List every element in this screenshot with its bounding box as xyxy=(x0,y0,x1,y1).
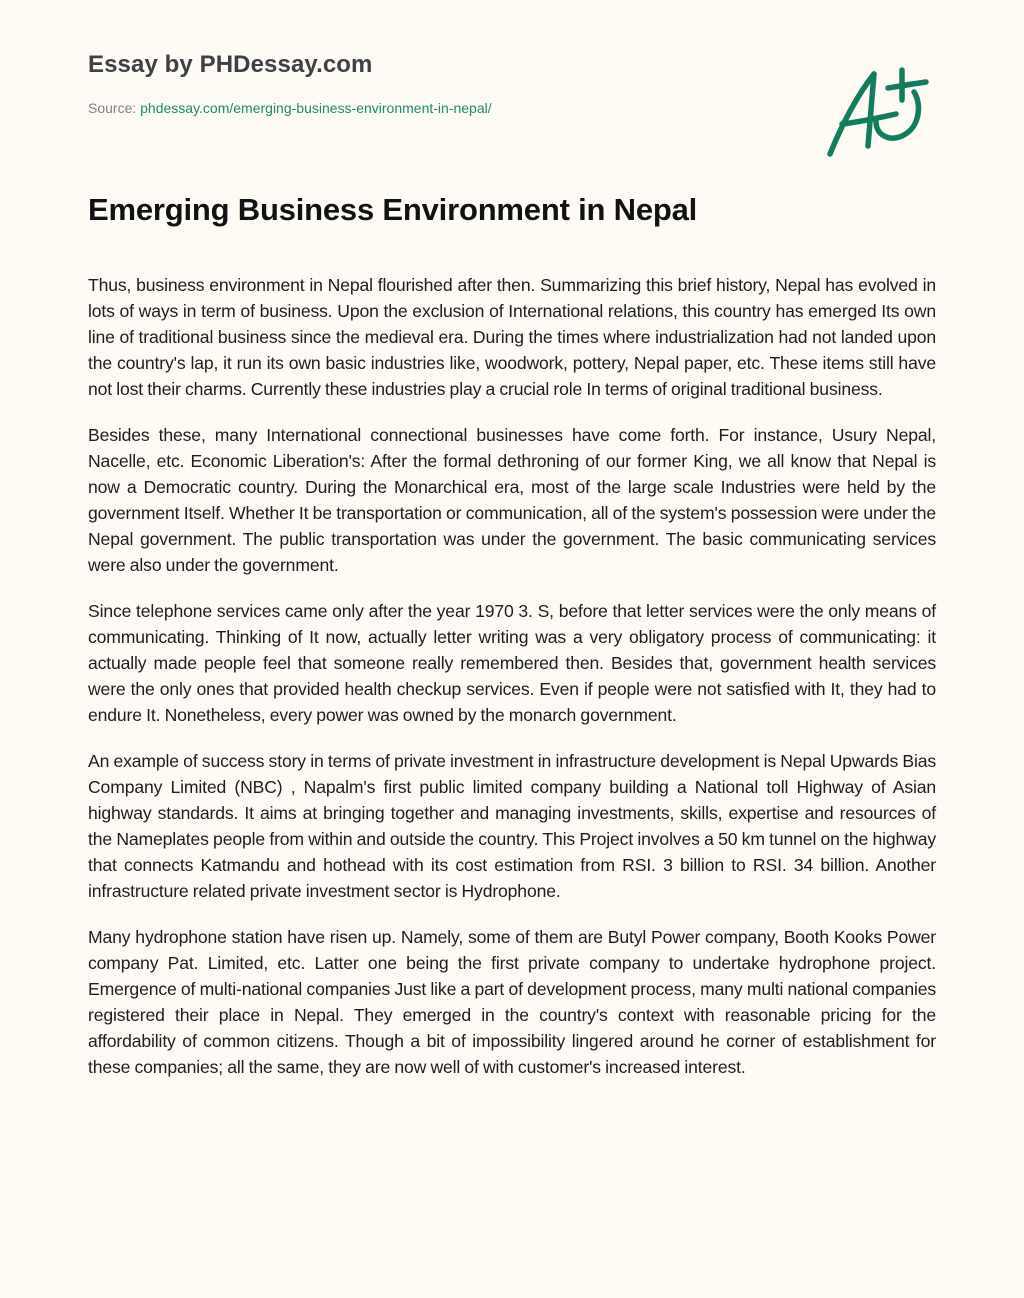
essay-paragraph-1: Thus, business environment in Nepal flourished after then. Summarizing this brief history, Nepal has evolved in lots of ways in term of business. Upon the exclusion of International relations, this country has emerged Its own line of traditional business since the medieval era. During the times where industrialization had not landed upon the country's lap, it run its own basic industries like, woodwork, pottery, Nepal paper, etc. These items still have not lost their charms. Currently these industries play a crucial role In terms of original traditional business. xyxy=(88,275,936,399)
site-header xyxy=(88,48,492,117)
essay-title: Emerging Business Environment in Nepal xyxy=(88,192,698,227)
essay-paragraph-2: Besides these, many International connectional businesses have come forth. For instance, Usury Nepal, Nacelle, etc. Economic Liberation's: After the formal dethroning of our former King, we all know that Nepal is now a Democratic country. During the Monarchical era, most of the large scale Industries were held by the government Itself. Whether It be transportation or communication, all of the system's possession were under the Nepal government. The public transportation was under the government. The basic communicating services were also under the government. xyxy=(88,425,936,575)
essay-paragraph-3: Since telephone services came only after the year 1970 3. S, before that letter services were the only means of communicating. Thinking of It now, actually letter writing was a very obligatory process of communicating: it actually made people feel that someone really remembered then. Besides that, government health services were the only ones that provided health checkup services. Even if people were not satisfied with It, they had to endure It. Nonetheless, every power was owned by the monarch government. xyxy=(88,601,936,725)
brand-title: Essay by PHDessay.com xyxy=(88,51,373,78)
essay-paragraph-4: An example of success story in terms of private investment in infrastructure development is Nepal Upwards Bias Company Limited (NBC) , Napalm's first public limited company building a National toll Highway of Asian highway standards. It aims at bringing together and managing investments, skills, expertise and resources of the Nameplates people from within and outside the country. This Project involves a 50 km tunnel on the highway that connects Katmandu and hothead with its cost estimation from RSI. 3 billion to RSI. 34 billion. Another infrastructure related private investment sector is Hydrophone. xyxy=(88,751,936,901)
essay-body xyxy=(88,272,936,1100)
essay-paragraph-5: Many hydrophone station have risen up. Namely, some of them are Butyl Power company, Booth Kooks Power company Pat. Limited, etc. Latter one being the first private company to undertake hydrophone project. Emergence of multi-national companies Just like a part of development process, many multi national companies registered their place in Nepal. They emerged in the country's context with reasonable pricing for the affordability of common citizens. Though a bit of impossibility lingered around he corner of establishment for these companies; all the same, they are now well of with customer's increased interest. xyxy=(88,927,936,1077)
a-plus-grade-icon xyxy=(818,62,936,166)
source-line xyxy=(88,99,492,117)
source-link[interactable]: phdessay.com/emerging-business-environment-in-nepal/ xyxy=(140,100,492,116)
source-label: Source: xyxy=(88,100,137,116)
